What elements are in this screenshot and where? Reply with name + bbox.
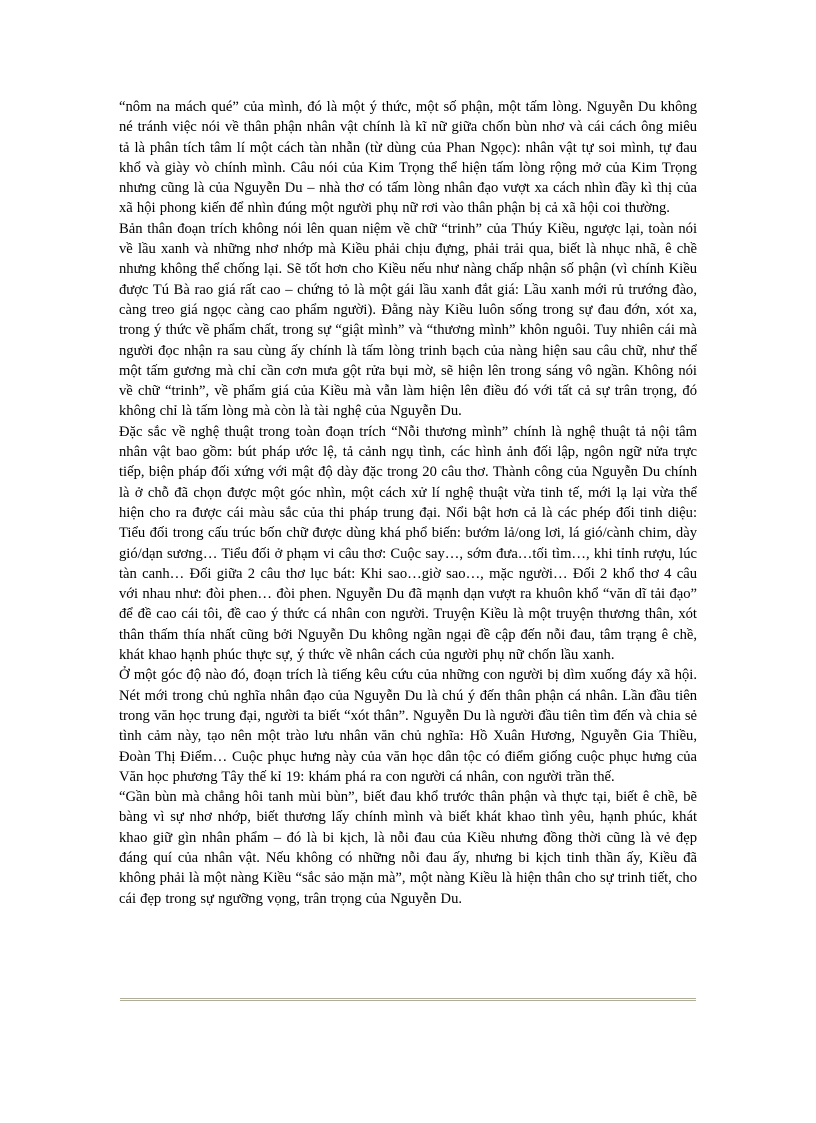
paragraph: “nôm na mách qué” của mình, đó là một ý thức, một số phận, một tấm lòng. Nguyễn Du không né tránh việc nói về thân phận nhân vật chính là kĩ nữ giữa chốn bùn nhơ và cái cách ông miêu tả là phân tích tâm lí một cách tàn nhẫn (từ dùng của Phan Ngọc): nhân vật tự soi mình, tự đau khổ và giày vò chính mình. Câu nói của Kim Trọng thể hiện tấm lòng rộng mở của Kim Trọng nhưng cũng là của Nguyễn Du – nhà thơ có tấm lòng nhân đạo vượt xa cách nhìn đầy kì thị của xã hội phong kiến để nhìn đúng một người phụ nữ rơi vào thân phận bị cả xã hội coi thường. — [119, 99, 697, 217]
paragraph: Bản thân đoạn trích không nói lên quan niệm về chữ “trinh” của Thúy Kiều, ngược lại, toàn nói về lầu xanh và những nhơ nhớp mà Kiều phải chịu đựng, phải trải qua, biết là nhục nhã, ê chề nhưng không thể chống lại. Sẽ tốt hơn cho Kiều nếu như nàng chấp nhận số phận (vì chính Kiều được Tú Bà rao giá rất cao – chứng tỏ là một gái lầu xanh đắt giá: Lầu xanh mới rủ trướng đào, càng treo giá ngọc càng cao phẩm người). Đằng này Kiều luôn sống trong sự đau đớn, xót xa, trong ý thức về phẩm chất, trong sự “giật mình” và “thương mình” khôn nguôi. Tuy nhiên cái mà người đọc nhận ra sau cùng ấy chính là tấm lòng trinh bạch của nàng hiện sau câu chữ, như thể một tấm gương mà chỉ cần cơn mưa gột rửa bụi mờ, sẽ hiện lên trong sáng vô ngần. Không nói về chữ “trinh”, về phẩm giá của Kiều mà vẫn làm hiện lên điều đó với tất cả sự trân trọng, đó không chỉ là tấm lòng mà còn là tài nghệ của Nguyễn Du. — [119, 220, 697, 420]
paragraph: “Gần bùn mà chẳng hôi tanh mùi bùn”, biết đau khổ trước thân phận và thực tại, biết ê chề, bẽ bàng vì sự nhơ nhớp, biết thương lấy chính mình và biết khát khao tình yêu, hạnh phúc, khát khao giữ gìn nhân phẩm – đó là bi kịch, là nỗi đau của Kiều nhưng đồng thời cũng là vẻ đẹp đáng quí của nhân vật. Nếu không có những nỗi đau ấy, nhưng bi kịch tinh thần ấy, Kiều đã không phải là một nàng Kiều “sắc sảo mặn mà”, một nàng Kiều là hiện thân cho sự trinh tiết, cho cái đẹp trong sự ngưỡng vọng, trân trọng của Nguyễn Du. — [119, 789, 698, 907]
paragraph: Ở một góc độ nào đó, đoạn trích là tiếng kêu cứu của những con người bị dìm xuống đáy xã hội. Nét mới trong chủ nghĩa nhân đạo của Nguyễn Du là chú ý đến thân phận cá nhân. Lần đầu tiên trong văn học trung đại, người ta biết “xót thân”. Nguyễn Du là người đầu tiên tìm đến và chia sẻ tình cảm này, tạo nên một trào lưu nhân văn chủ nghĩa: Hồ Xuân Hương, Nguyễn Gia Thiều, Đoàn Thị Điểm… Cuộc phục hưng này của văn học dân tộc có điểm giống cuộc phục hưng của Văn học phương Tây thế kỉ 19: khám phá ra con người cá nhân, con người trần thế. — [119, 667, 697, 785]
footer-divider — [120, 998, 696, 1001]
paragraph: Đặc sắc về nghệ thuật trong toàn đoạn trích “Nỗi thương mình” chính là nghệ thuật tả nội tâm nhân vật bao gồm: bút pháp ước lệ, tả cảnh ngụ tình, các hình ảnh đối lập, ngôn ngữ nửa trực tiếp, biện pháp đối xứng với mật độ dày đặc trong 20 câu thơ. Thành công của Nguyễn Du chính là ở chỗ đã chọn được một góc nhìn, một cách xử lí nghệ thuật vừa tinh tế, mới lạ lại vừa thể hiện cho ra được cái màu sắc của thi pháp trung đại. Nổi bật hơn cả là các phép đối tinh diệu: Tiểu đối trong cấu trúc bốn chữ được dùng khá phổ biến: bướm lả/ong lơi, lá gió/cành chim, dày gió/dạn sương… Tiểu đối ở phạm vi câu thơ: Cuộc say…, sớm đưa…tối tìm…, khi tỉnh rượu, lúc tàn canh… Đối giữa 2 câu thơ lục bát: Khi sao…giờ sao…, mặc người… Đối 2 khổ thơ 4 câu với nhau như: đòi phen… đòi phen. Nguyễn Du đã mạnh dạn vượt ra khuôn khổ “văn dĩ tải đạo” để đề cao cái tôi, đề cao ý thức cá nhân con người. Truyện Kiều là một truyện thương thân, xót thân thấm thía nhất cũng bởi Nguyễn Du không ngần ngại đề cập đến nỗi đau, tâm trạng ê chề, khát khao hạnh phúc thực sự, ý thức về nhân cách của người phụ nữ chốn lầu xanh. — [119, 423, 697, 664]
document-body — [119, 97, 697, 909]
